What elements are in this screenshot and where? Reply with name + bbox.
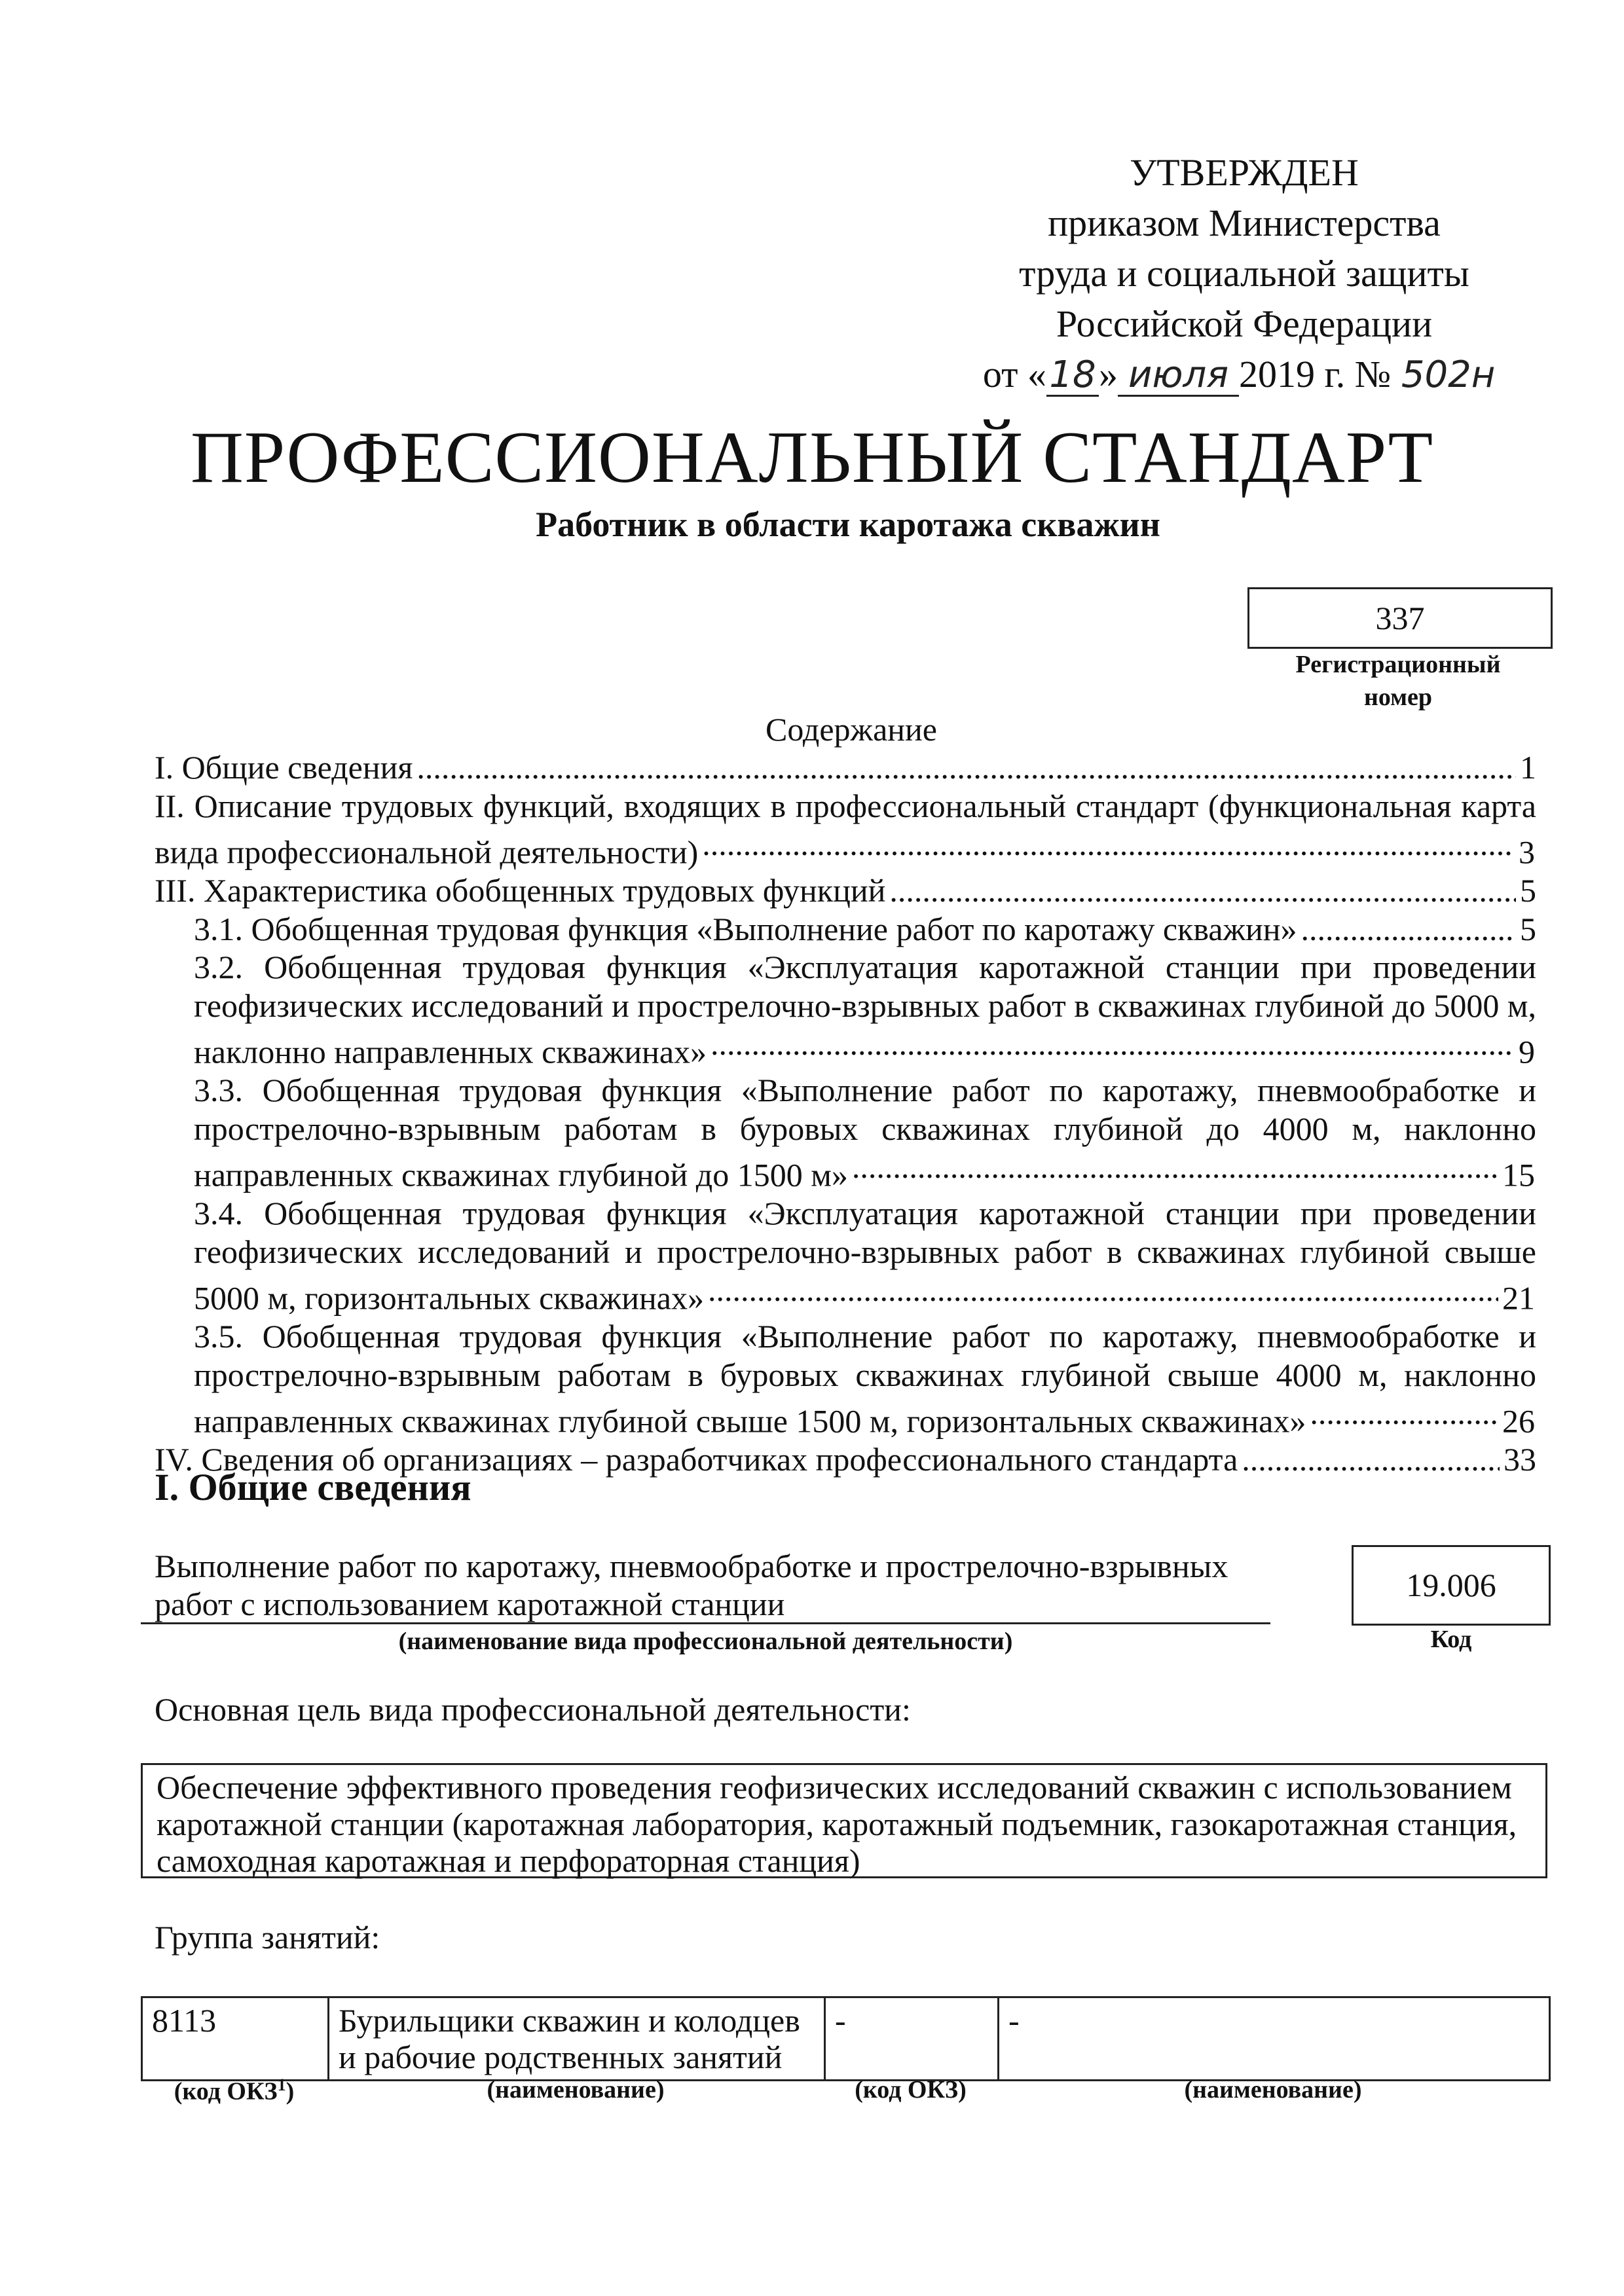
toc-entry-page: 5 — [1520, 910, 1536, 947]
toc-entry-text: 3.2. Обобщенная трудовая функция «Эксплуатация каротажной станции при проведении геофизических исследований и прострелочно-взрывных работ в скважинах глубиной до 5000 м, наклонно направленных скважинах» — [194, 949, 1536, 1070]
toc-entry-page: 5 — [1520, 872, 1536, 909]
activity-code-box: 19.006 — [1352, 1545, 1551, 1626]
activity-underline — [141, 1622, 1270, 1624]
toc-entry[interactable] — [194, 1194, 1536, 1317]
approval-line-2: приказом Министерства — [1048, 202, 1441, 244]
page-title: ПРОФЕССИОНАЛЬНЫЙ СТАНДАРТ — [191, 417, 1433, 498]
date-day: 18 — [1046, 355, 1099, 397]
toc-entry-text: 3.4. Обобщенная трудовая функция «Эксплуатация каротажной станции при проведении геофизических исследований и прострелочно-взрывных работ в скважинах глубиной свыше 5000 м, горизонтальных скважинах» — [194, 1195, 1536, 1317]
toc-entry[interactable] — [194, 910, 1536, 949]
footnote-marker: 1 — [277, 2075, 286, 2094]
caption-okz-code — [141, 2075, 327, 2106]
date-prefix: от « — [982, 353, 1046, 395]
toc-leader-dots — [708, 1271, 1498, 1309]
registration-number-box: 337 — [1247, 587, 1553, 649]
order-number: 502н — [1401, 354, 1496, 396]
table-row — [142, 1997, 1550, 2081]
toc-entry-text: 3.5. Обобщенная трудовая функция «Выполнение работ по каротажу, пневмообработке и прострелочно-взрывным работам в буровых скважинах глубиной свыше 4000 м, наклонно направленных скважинах глубиной свыше 1500 м, горизонтальных скважинах» — [194, 1318, 1536, 1440]
goal-line-2: каротажной станции (каротажная лаборатория, каротажный подъемник, газокаротажная станция, — [157, 1806, 1517, 1842]
page-subtitle: Работник в области каротажа скважин — [536, 505, 1160, 544]
approval-line-3: труда и социальной защиты — [1019, 252, 1469, 295]
toc-entry[interactable] — [194, 1317, 1536, 1440]
caption-name-1: (наименование) — [487, 2076, 665, 2104]
toc-entry-text: 3.1. Обобщенная трудовая функция «Выполнение работ по каротажу скважин» — [194, 910, 1297, 947]
date-year: 2019 г. № — [1239, 353, 1392, 395]
table-of-contents — [155, 748, 1536, 1479]
group-name-line-2: и рабочие родственных занятий — [339, 2039, 783, 2075]
toc-entry-page: 21 — [1502, 1279, 1535, 1317]
date-month: июля — [1118, 355, 1239, 397]
group-name-line-1: Бурильщики скважин и колодцев — [339, 2002, 800, 2039]
approval-date-line — [963, 349, 1526, 399]
toc-leader-dots — [889, 871, 1516, 910]
toc-leader-dots — [852, 1148, 1498, 1186]
toc-entry-page: 33 — [1504, 1441, 1536, 1478]
toc-entry[interactable] — [194, 948, 1536, 1071]
toc-entry[interactable] — [155, 787, 1536, 872]
activity-line-1: Выполнение работ по каротажу, пневмообработке и прострелочно-взрывных — [155, 1548, 1228, 1584]
toc-entry-text: III. Характеристика обобщенных трудовых функций — [155, 872, 886, 909]
toc-entry-page: 1 — [1520, 749, 1536, 786]
toc-entry-page: 9 — [1519, 1033, 1535, 1070]
registration-label-line2: номер — [1363, 683, 1433, 711]
toc-leader-dots — [416, 748, 1516, 787]
group-code2-cell: - — [825, 1997, 999, 2081]
contents-heading: Содержание — [766, 711, 937, 748]
approval-block — [963, 147, 1526, 399]
caption-okz-code-close: ) — [286, 2077, 295, 2105]
caption-name-2: (наименование) — [1184, 2076, 1362, 2104]
toc-entry-page: 26 — [1502, 1402, 1535, 1440]
activity-caption: (наименование вида профессиональной деятельности) — [398, 1628, 1013, 1655]
toc-entry-text: 3.3. Обобщенная трудовая функция «Выполнение работ по каротажу, пневмообработке и прострелочно-взрывным работам в буровых скважинах глубиной до 4000 м, наклонно направленных скважинах глубиной до 1500 м» — [194, 1072, 1536, 1194]
goal-line-1: Обеспечение эффективного проведения геофизических исследований скважин с использованием — [157, 1769, 1512, 1806]
caption-okz-code-2: (код ОКЗ) — [855, 2076, 967, 2104]
group-name-cell — [329, 1997, 825, 2081]
activity-name — [155, 1547, 1281, 1623]
group-code-cell: 8113 — [142, 1997, 329, 2081]
activity-line-2: работ с использованием каротажной станции — [155, 1586, 785, 1622]
toc-entry[interactable] — [194, 1071, 1536, 1194]
toc-leader-dots — [710, 1025, 1515, 1063]
registration-label-line1: Регистрационный — [1295, 651, 1501, 678]
goal-label: Основная цель вида профессиональной деятельности: — [155, 1691, 911, 1728]
toc-entry-page: 15 — [1502, 1156, 1535, 1194]
toc-leader-dots — [1310, 1394, 1498, 1432]
toc-entry-text: I. Общие сведения — [155, 749, 413, 786]
toc-entry[interactable] — [155, 871, 1536, 910]
group-name2-cell: - — [999, 1997, 1550, 2081]
registration-label — [1247, 648, 1549, 714]
toc-entry-page: 3 — [1519, 833, 1535, 871]
goal-box — [141, 1763, 1547, 1878]
caption-okz-code-text: (код ОКЗ — [174, 2077, 278, 2105]
toc-leader-dots — [1242, 1440, 1500, 1479]
toc-entry-text: IV. Сведения об организациях – разработчиках профессионального стандарта — [155, 1441, 1238, 1478]
group-label: Группа занятий: — [155, 1919, 380, 1956]
toc-entry-text: II. Описание трудовых функций, входящих в профессиональный стандарт (функциональная карта вида профессиональной деятельности) — [155, 787, 1536, 871]
occupation-group-table — [141, 1996, 1551, 2081]
date-quote-close: » — [1099, 353, 1118, 395]
toc-leader-dots — [1301, 910, 1516, 949]
approval-status: УТВЕРЖДЕН — [1130, 151, 1359, 194]
section-heading: I. Общие сведения — [155, 1466, 471, 1508]
toc-entry[interactable] — [155, 748, 1536, 787]
activity-code-caption: Код — [1430, 1626, 1472, 1653]
goal-line-3: самоходная каротажная и перфораторная станция) — [157, 1842, 860, 1879]
toc-leader-dots — [702, 825, 1515, 864]
approval-line-4: Российской Федерации — [1056, 302, 1433, 345]
